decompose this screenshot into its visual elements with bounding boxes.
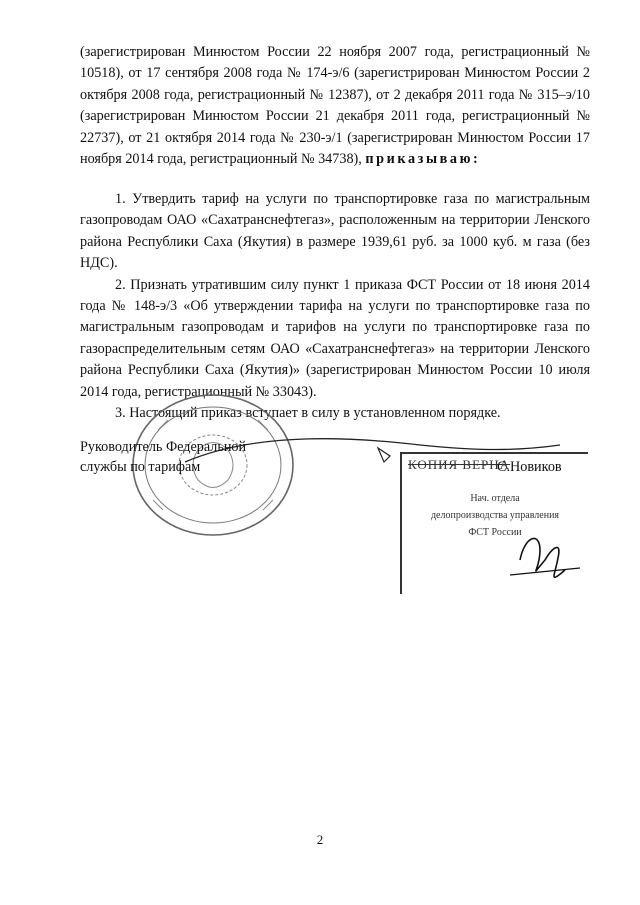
position-line-2: службы по тарифам xyxy=(80,459,201,475)
order-item-1: 1. Утвердить тариф на услуги по транспортировке газа по магистральным газопроводам ОАО «Сахатранснефтегаз», расположенным на территории Ленского района Республики Саха (Якутия) в размере 1939,61 руб. за 1000 куб. м газа (без НДС). xyxy=(80,191,590,272)
certification-line-3: ФСТ России xyxy=(468,527,522,538)
copy-mark: КОПИЯ ВЕРНА xyxy=(408,457,511,472)
signatory-name: С.Новиков xyxy=(497,459,562,475)
certification-line-2: делопроизводства управления xyxy=(430,510,560,521)
page-number: 2 xyxy=(316,832,324,847)
copy-certification-text xyxy=(405,490,585,541)
intro-text: (зарегистрирован Минюстом России 22 ноября 2007 года, регистрационный № 10518), от 17 сентября 2008 года № 174-э/6 (зарегистрирован Минюстом России 2 октября 2008 года, регистрационный № 12387), от 2 декабря 2011 года № 315–э/10 (зарегистрирован Минюстом России 21 декабря 2011 года, регистрационный № 22737), от 21 октября 2014 года № 230-э/1 (зарегистрирован Минюстом России 17 ноября 2014 года, регистрационный № 34738), xyxy=(80,44,590,168)
order-item-2: 2. Признать утратившим силу пункт 1 приказа ФСТ России от 18 июня 2014 года № 148-э/3 «Об утверждении тарифа на услуги по транспортировке газа по магистральным газопроводам и тарифов на услуги по транспортировке газа по газораспределительным сетям ОАО «Сахатранснефтегаз» на территории Ленского района Республики Саха (Якутия)» (зарегистрирован Минюстом России 10 июля 2014 года, регистрационный № 33043). xyxy=(80,276,590,400)
order-item-3: 3. Настоящий приказ вступает в силу в установленном порядке. xyxy=(115,405,501,422)
position-line-1: Руководитель Федеральной xyxy=(80,439,247,455)
certification-line-1: Нач. отдела xyxy=(470,493,520,504)
order-word: приказываю: xyxy=(365,151,481,168)
